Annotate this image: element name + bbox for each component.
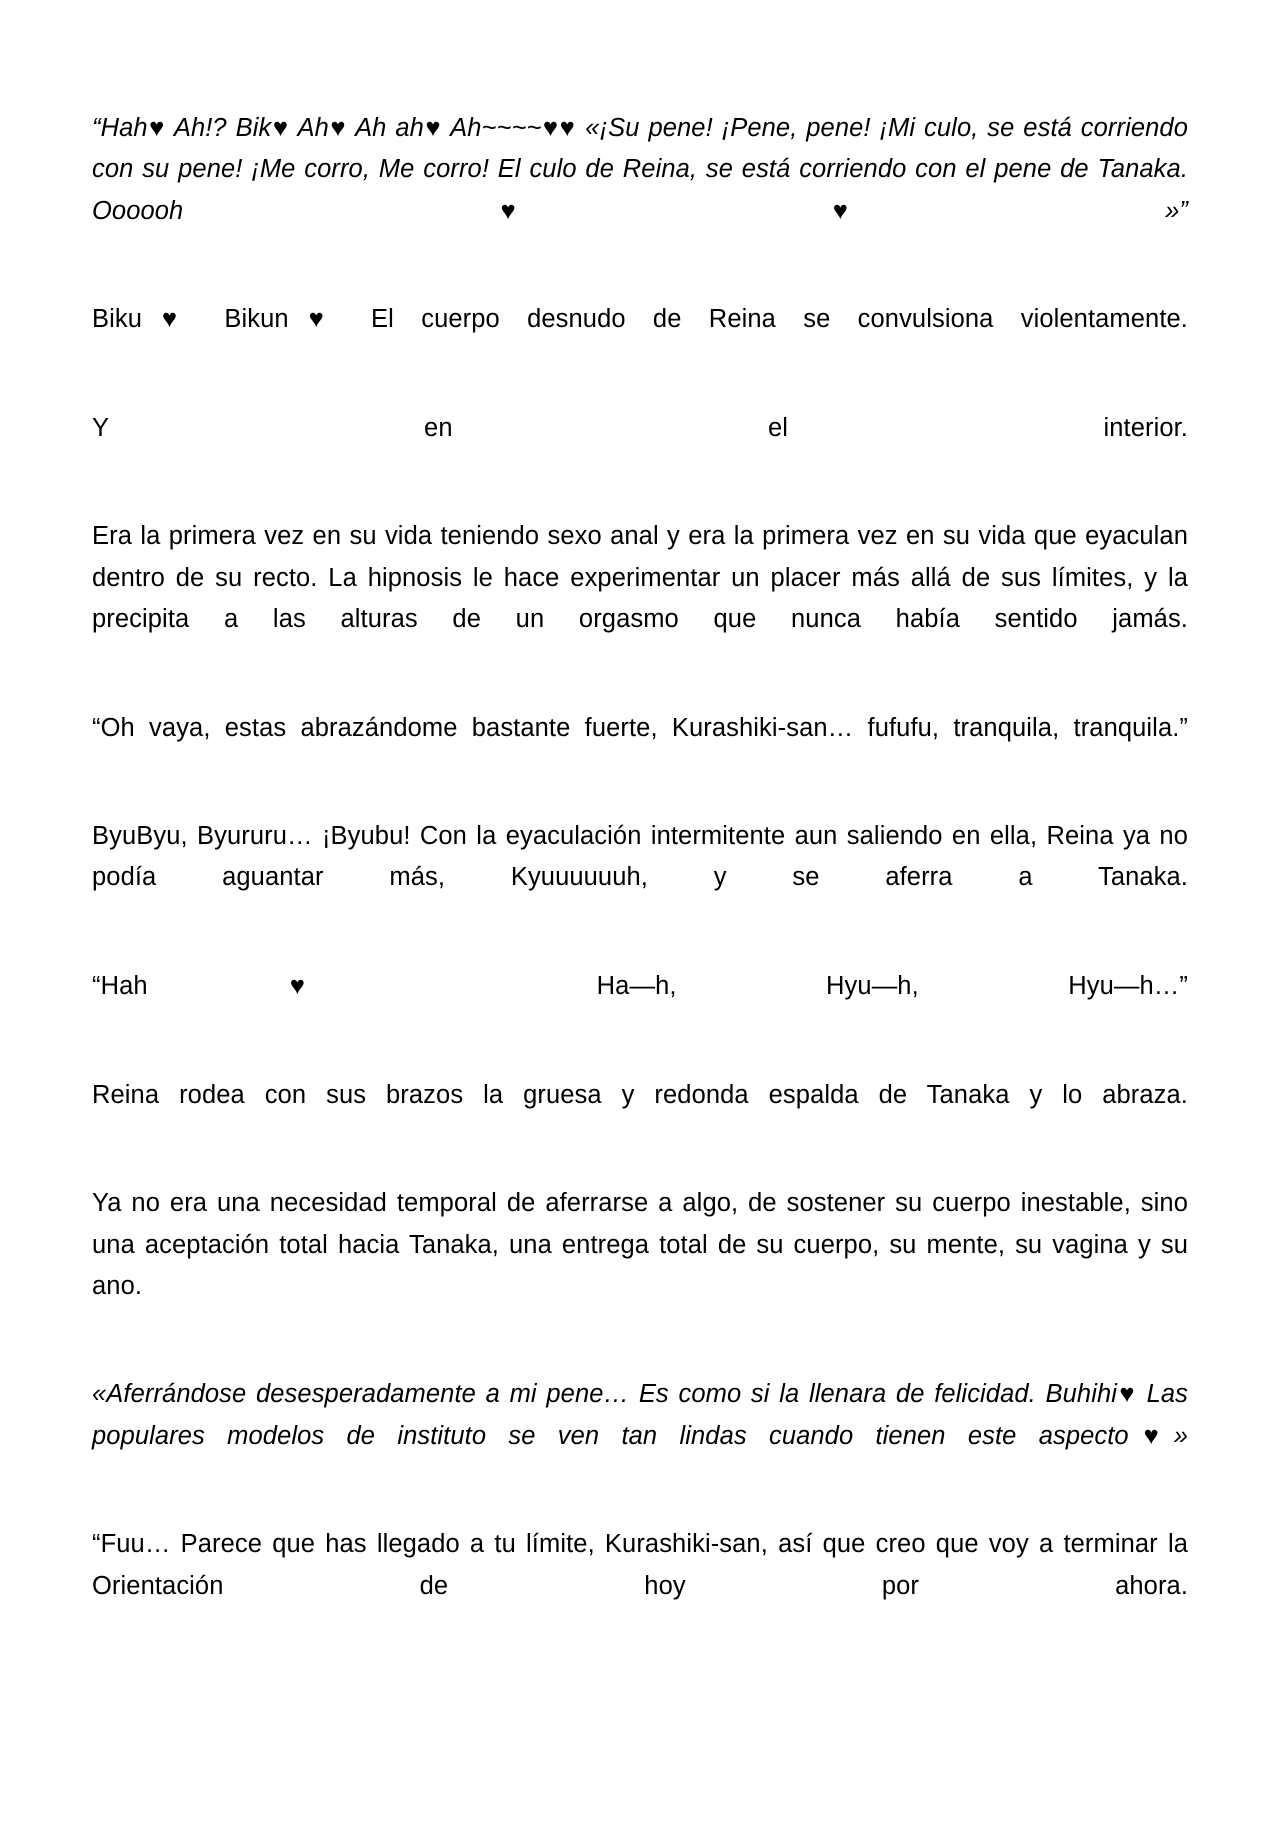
- paragraph: “Hah♥ Ha—h, Hyu—h, Hyu—h…”: [92, 972, 1188, 1001]
- paragraph: Era la primera vez en su vida teniendo sexo anal y era la primera vez en su vida que eyaculan dentro de su recto. La hipnosis le hace experimentar un placer más allá de sus límites, y la precipita a las alturas de un orgasmo que nunca había sentido jamás.: [92, 522, 1188, 633]
- paragraph: “Hah♥ Ah!? Bik♥ Ah♥ Ah ah♥ Ah~~~~♥♥ «¡Su pene! ¡Pene, pene! ¡Mi culo, se está corriendo con su pene! ¡Me corro, Me corro! El culo de Reina, se está corriendo con el pene de Tanaka. Oooooh♥♥»”: [92, 114, 1188, 225]
- paragraph: Biku♥ Bikun♥ El cuerpo desnudo de Reina se convulsiona violentamente.: [92, 305, 1188, 334]
- paragraph: “Fuu… Parece que has llegado a tu límite, Kurashiki-san, así que creo que voy a terminar la Orientación de hoy por ahora.: [92, 1530, 1188, 1600]
- paragraph: Reina rodea con sus brazos la gruesa y redonda espalda de Tanaka y lo abraza.: [92, 1080, 1188, 1109]
- paragraph: «Aferrándose desesperadamente a mi pene… Es como si la llenara de felicidad. Buhihi♥ Las populares modelos de instituto se ven tan lindas cuando tienen este aspecto♥»: [92, 1380, 1188, 1450]
- paragraph: ByuByu, Byururu… ¡Byubu! Con la eyaculación intermitente aun saliendo en ella, Reina ya no podía aguantar más, Kyuuuuuuh, y se aferra a Tanaka.: [92, 822, 1188, 892]
- document-body: [92, 108, 1188, 1648]
- paragraph: “Oh vaya, estas abrazándome bastante fuerte, Kurashiki-san… fufufu, tranquila, tranquila.”: [92, 713, 1188, 742]
- paragraph: Ya no era una necesidad temporal de aferrarse a algo, de sostener su cuerpo inestable, sino una aceptación total hacia Tanaka, una entrega total de su cuerpo, su mente, su vagina y su ano.: [92, 1189, 1188, 1300]
- paragraph: Y en el interior.: [92, 413, 1188, 442]
